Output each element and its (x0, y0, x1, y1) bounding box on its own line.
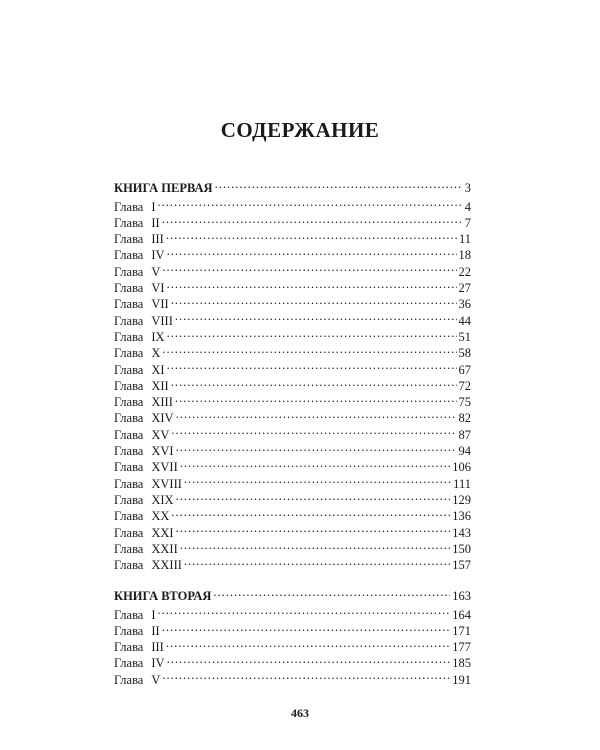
chapter-word: Глава (114, 607, 144, 622)
chapter-label (114, 313, 173, 329)
page-ref: 3 (464, 181, 471, 196)
page-ref: 22 (458, 264, 471, 279)
toc-chapter-row[interactable] (114, 292, 471, 312)
chapter-number: XIV (151, 411, 174, 426)
toc-chapter-row[interactable] (114, 667, 471, 687)
page-ref: 136 (452, 509, 471, 524)
dot-leader (175, 308, 457, 324)
book-title: КНИГА ПЕРВАЯ (114, 181, 213, 196)
dot-leader (167, 276, 457, 292)
chapter-label (114, 329, 165, 345)
chapter-word: Глава (114, 427, 144, 442)
chapter-label (114, 607, 156, 623)
chapter-word: Глава (114, 492, 144, 507)
chapter-word: Глава (114, 541, 144, 556)
chapter-number: VI (151, 281, 165, 296)
toc-book-2 (114, 584, 471, 687)
chapter-number: XIX (151, 492, 174, 507)
chapter-label (114, 492, 174, 508)
chapter-label (114, 557, 182, 573)
dot-leader (166, 227, 457, 243)
dot-leader (166, 635, 450, 651)
page-ref: 163 (452, 589, 471, 604)
chapter-word: Глава (114, 313, 144, 328)
chapter-label (114, 672, 160, 688)
page-ref: 7 (464, 215, 471, 230)
dot-leader (171, 422, 456, 438)
chapter-word: Глава (114, 346, 144, 361)
book-title: КНИГА ВТОРАЯ (114, 589, 212, 604)
page-ref: 191 (452, 672, 471, 687)
chapter-word: Глава (114, 329, 144, 344)
chapter-label (114, 639, 164, 655)
chapter-number: V (151, 264, 161, 279)
dot-leader (171, 292, 457, 308)
page-ref: 11 (458, 232, 471, 247)
chapter-label (114, 231, 164, 247)
toc-chapter-row[interactable] (114, 194, 471, 214)
page-ref: 87 (458, 427, 471, 442)
chapter-number: XI (151, 362, 165, 377)
toc-chapter-row[interactable] (114, 276, 471, 296)
dot-leader (176, 488, 451, 504)
chapter-number: XVII (151, 460, 178, 475)
toc-chapter-row[interactable] (114, 619, 471, 638)
chapter-word: Глава (114, 558, 144, 573)
chapter-number: VII (151, 297, 169, 312)
chapter-word: Глава (114, 672, 144, 687)
toc-chapter-row[interactable] (114, 259, 471, 279)
chapter-word: Глава (114, 411, 144, 426)
chapter-label (114, 443, 174, 459)
dot-leader (171, 504, 450, 520)
toc-chapter-row[interactable] (114, 357, 471, 377)
page-ref: 171 (452, 623, 471, 638)
chapter-word: Глава (114, 656, 144, 671)
dot-leader (184, 471, 451, 487)
dot-leader (180, 537, 451, 553)
chapter-number: VIII (151, 313, 173, 328)
chapter-word: Глава (114, 362, 144, 377)
dot-leader (180, 455, 451, 471)
chapter-word: Глава (114, 215, 144, 230)
page-number: 463 (291, 706, 309, 720)
toc-chapter-row[interactable] (114, 325, 471, 344)
chapter-label (114, 655, 165, 671)
chapter-word: Глава (114, 248, 144, 263)
dot-leader (162, 619, 451, 635)
chapter-number: XV (151, 427, 170, 442)
dot-leader (215, 176, 463, 192)
page-ref: 51 (458, 329, 471, 344)
dot-leader (176, 439, 457, 455)
chapter-label (114, 410, 174, 426)
dot-leader (184, 553, 450, 569)
dot-leader (167, 357, 457, 373)
page-ref: 82 (458, 411, 471, 426)
chapter-number: XXI (151, 525, 174, 540)
chapter-number: XX (151, 509, 170, 524)
dot-leader (176, 406, 457, 422)
chapter-number: IV (151, 248, 165, 263)
chapter-word: Глава (114, 509, 144, 524)
chapter-word: Глава (114, 460, 144, 475)
toc-book-heading[interactable] (114, 176, 471, 196)
dot-leader (213, 584, 450, 600)
dot-leader (167, 325, 457, 341)
page-ref: 44 (458, 313, 471, 328)
chapter-label (114, 362, 165, 378)
chapter-label (114, 247, 165, 263)
toc-book-heading[interactable] (114, 584, 471, 604)
chapter-label (114, 525, 174, 541)
page-ref: 94 (458, 444, 471, 459)
chapter-number: XVIII (151, 476, 182, 491)
page-ref: 129 (452, 492, 471, 507)
dot-leader (162, 211, 463, 227)
toc-chapter-row[interactable] (114, 635, 471, 655)
page-ref: 18 (458, 248, 471, 263)
toc-chapter-row[interactable] (114, 651, 471, 671)
page-ref: 111 (453, 476, 471, 491)
chapter-word: Глава (114, 264, 144, 279)
toc-chapter-row[interactable] (114, 341, 471, 361)
page-ref: 27 (458, 281, 471, 296)
toc-book-1 (114, 176, 471, 573)
toc-chapter-row[interactable] (114, 243, 471, 263)
dot-leader (176, 520, 451, 536)
chapter-number: IX (151, 329, 165, 344)
dot-leader (162, 341, 456, 357)
chapter-number: II (151, 623, 160, 638)
chapter-number: II (151, 215, 160, 230)
page-ref: 143 (452, 525, 471, 540)
chapter-label (114, 215, 160, 231)
chapter-number: XVI (151, 444, 174, 459)
toc-chapter-row[interactable] (114, 602, 471, 622)
dot-leader (162, 667, 450, 683)
chapter-label (114, 623, 160, 639)
chapter-number: XXIII (151, 558, 182, 573)
chapter-number: XII (151, 378, 169, 393)
dot-leader (167, 243, 457, 259)
chapter-number: X (151, 346, 161, 361)
chapter-number: III (151, 640, 164, 655)
chapter-word: Глава (114, 395, 144, 410)
page-ref: 72 (458, 378, 471, 393)
chapter-word: Глава (114, 640, 144, 655)
chapter-label (114, 345, 160, 361)
dot-leader (158, 194, 463, 210)
chapter-number: IV (151, 656, 165, 671)
chapter-label (114, 541, 178, 557)
chapter-word: Глава (114, 444, 144, 459)
chapter-number: XXII (151, 541, 178, 556)
toc-chapter-row[interactable] (114, 211, 471, 230)
toc-chapter-row[interactable] (114, 374, 471, 393)
page-ref: 67 (458, 362, 471, 377)
chapter-label (114, 378, 169, 394)
page-ref: 75 (458, 395, 471, 410)
toc-chapter-row[interactable] (114, 227, 471, 247)
dot-leader (162, 259, 456, 275)
page-ref: 106 (452, 460, 471, 475)
chapter-word: Глава (114, 378, 144, 393)
chapter-word: Глава (114, 297, 144, 312)
chapter-number: III (151, 232, 164, 247)
page-ref: 4 (464, 199, 471, 214)
chapter-label (114, 264, 160, 280)
page-ref: 185 (452, 656, 471, 671)
chapter-word: Глава (114, 525, 144, 540)
chapter-number: XIII (151, 395, 173, 410)
page-ref: 177 (452, 640, 471, 655)
page-ref: 157 (452, 558, 471, 573)
chapter-label (114, 459, 178, 475)
page-ref: 164 (452, 607, 471, 622)
page-title: СОДЕРЖАНИЕ (220, 118, 380, 142)
page-ref: 36 (458, 297, 471, 312)
page-ref: 150 (452, 541, 471, 556)
chapter-word: Глава (114, 232, 144, 247)
chapter-label (114, 296, 169, 312)
dot-leader (167, 651, 451, 667)
chapter-word: Глава (114, 476, 144, 491)
chapter-label (114, 280, 165, 296)
chapter-label (114, 427, 169, 443)
dot-leader (158, 602, 451, 618)
chapter-label (114, 476, 182, 492)
chapter-label (114, 394, 173, 410)
chapter-label (114, 199, 156, 215)
dot-leader (175, 390, 457, 406)
page-ref: 58 (458, 346, 471, 361)
chapter-word: Глава (114, 623, 144, 638)
dot-leader (171, 374, 457, 390)
chapter-word: Глава (114, 199, 144, 214)
chapter-number: I (151, 199, 156, 214)
chapter-word: Глава (114, 281, 144, 296)
chapter-number: V (151, 672, 161, 687)
chapter-number: I (151, 607, 156, 622)
chapter-label (114, 508, 169, 524)
